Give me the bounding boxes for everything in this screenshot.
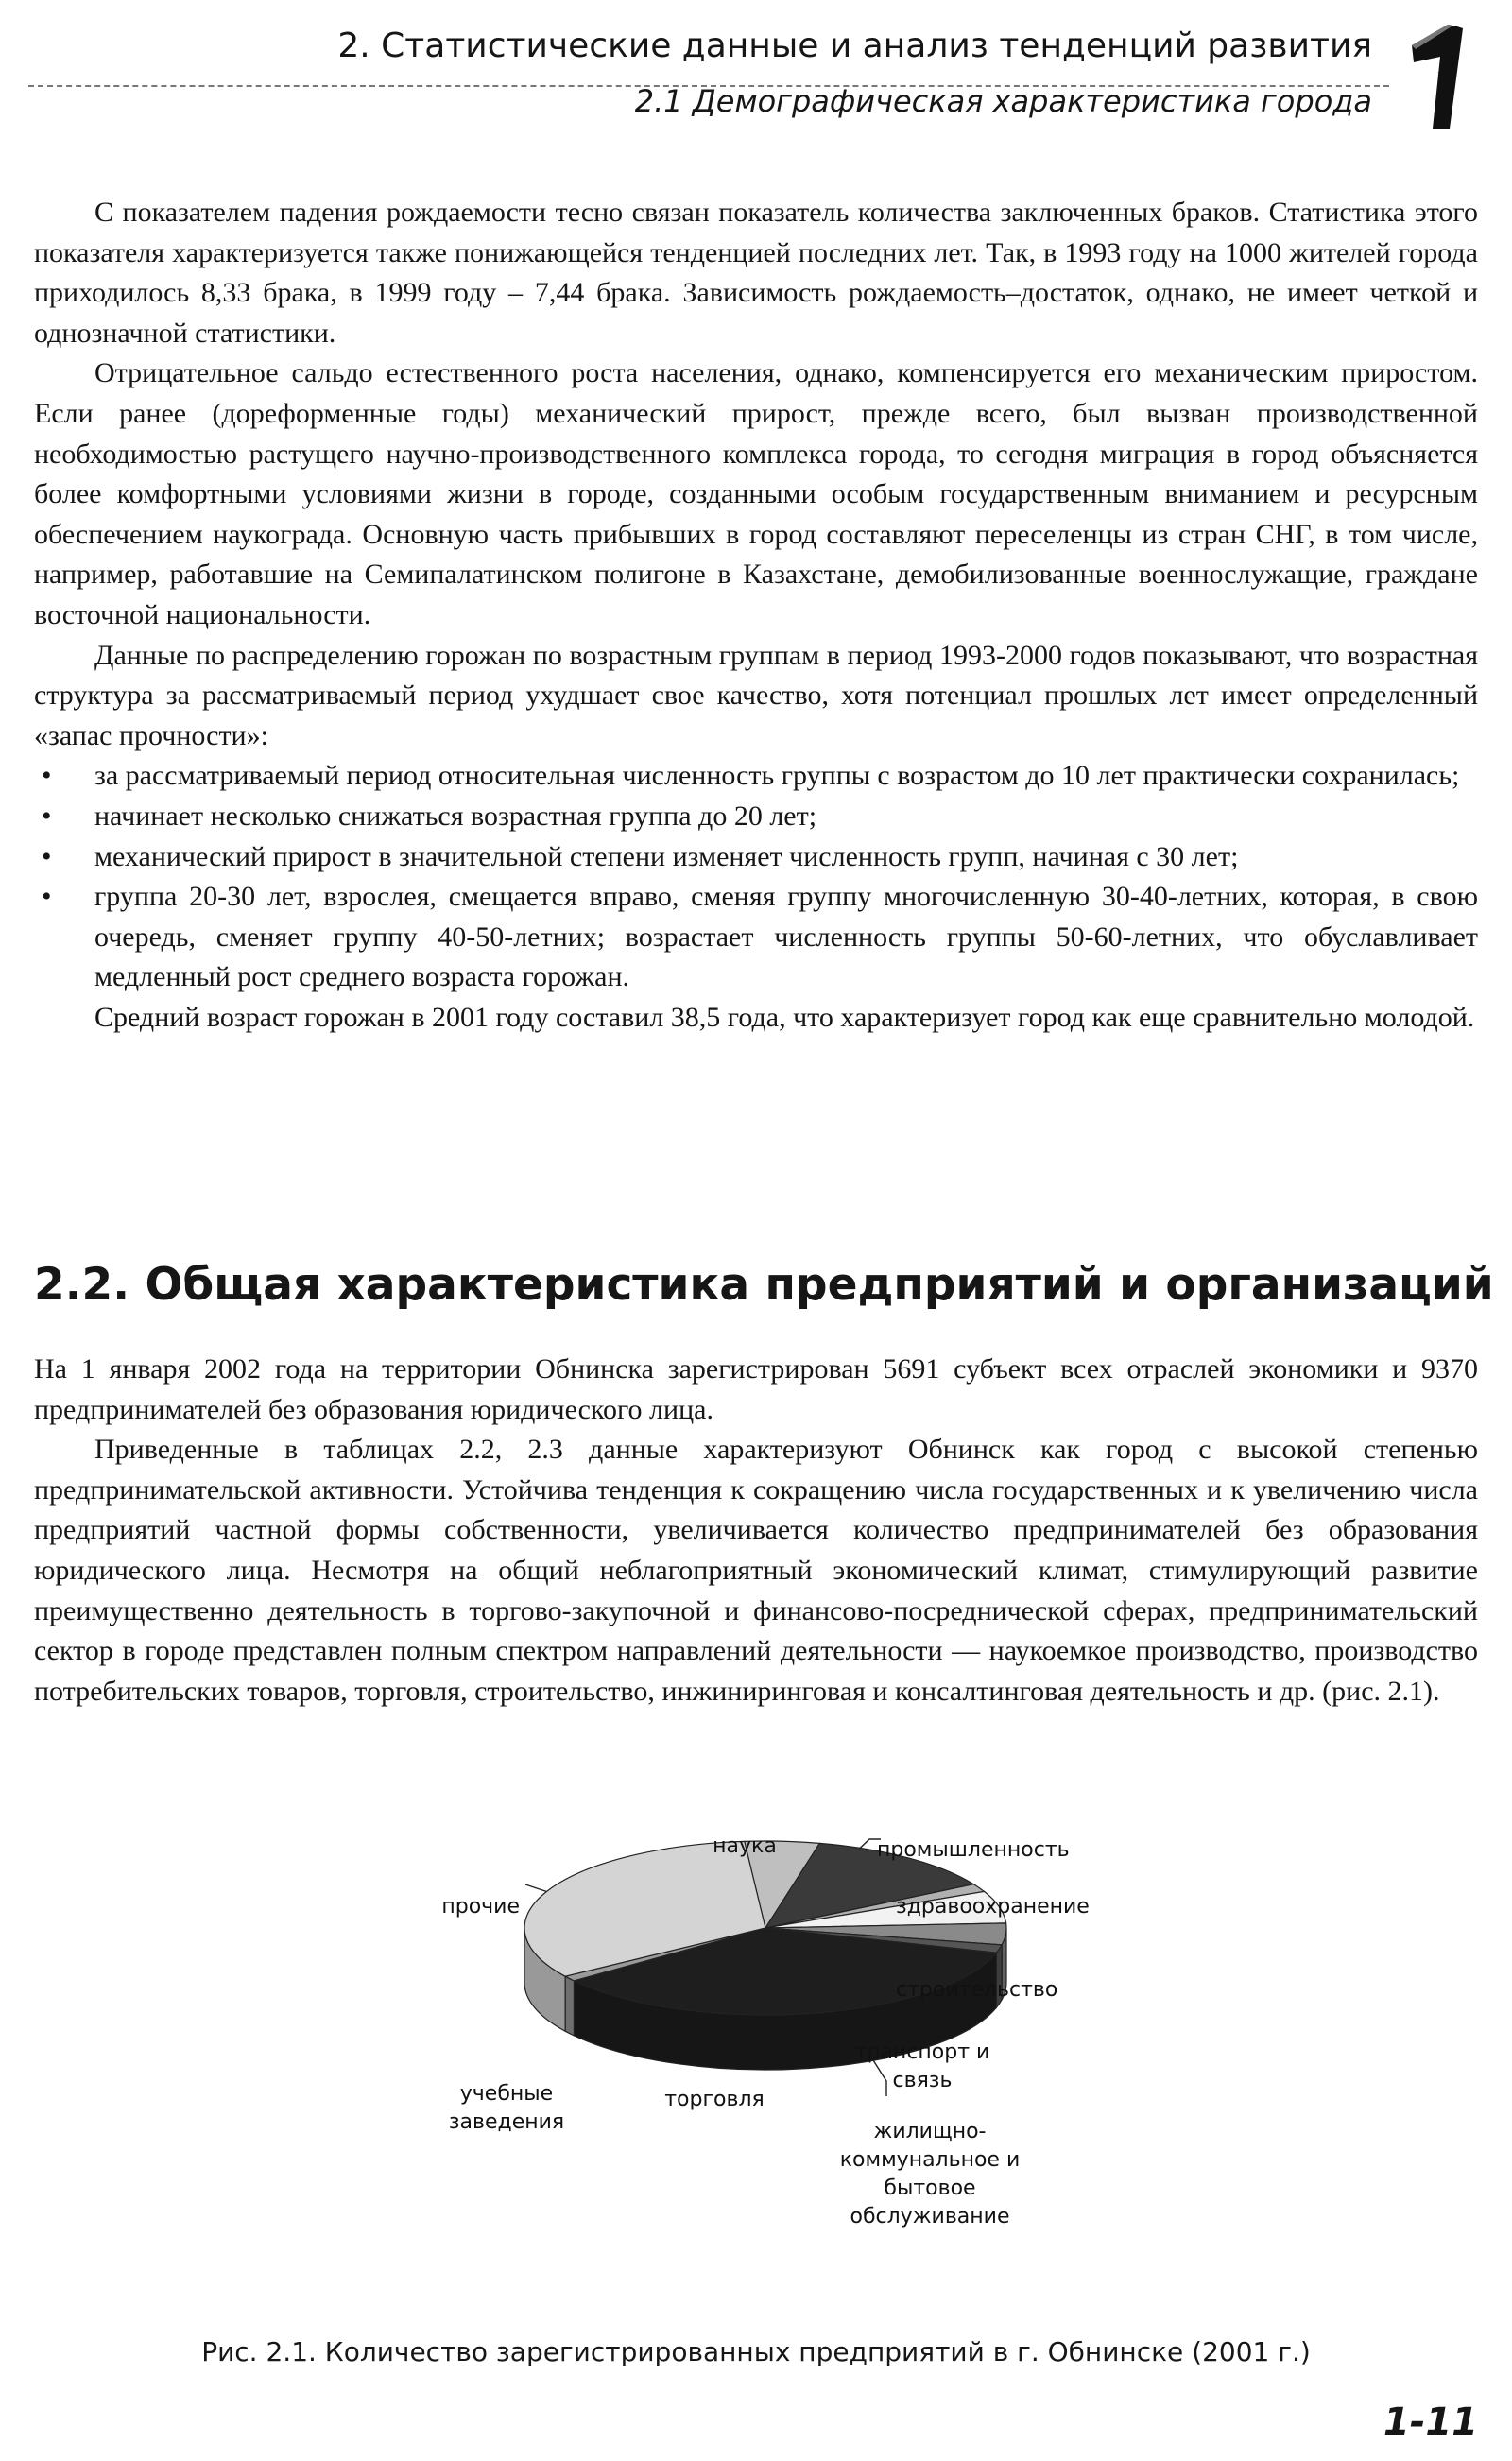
slice-label: учебные заведения [448,2082,565,2134]
slice-label: наука [713,1834,777,1858]
slice-label: торговля [664,2088,765,2111]
paragraph: С показателем падения рождаемости тесно связан показатель количества заключенных браков. Статистика этого показателя характеризуется также понижающейся тенденцией последних лет. Так, в 1993 году на 1000 жителей города приходилось 8,33 брака, в 1999 году – 7,44 брака. Зависимость рождаемость–достаток, однако, не имеет четкой и однозначной статистики. [34,197,1478,349]
pie-chart [340,1833,1228,2325]
section-title: 2.1 Демографическая характеристика города [634,83,1372,119]
paragraph: На 1 января 2002 года на территории Обнинска зарегистрирован 5691 субъект всех отраслей экономики и 9370 предпринимателей без образования юридического лица. [34,1353,1478,1425]
slice-label: промышленность [877,1838,1070,1862]
chapter-number-text: 1 [1437,72,1440,77]
chapter-title: 2. Статистические данные и анализ тенденций развития [337,26,1372,65]
list-item: • механический прирост в значительной степени изменяет численность групп, начиная с 30 лет; [34,837,1478,878]
slice-label: транспорт и связь [854,2040,990,2092]
section-2-1-body [34,193,1478,1038]
chapter-number-glyph [1404,19,1470,130]
slice-label: строительство [896,1978,1058,2002]
paragraph: Данные по распределению горожан по возрастным группам в период 1993-2000 годов показывают, что возрастная структура за рассматриваемый период ухудшает свое качество, хотя потенциал прошлых лет имеет определенный «запас прочности»: [34,639,1478,751]
slice-label: прочие [441,1895,520,1919]
running-header [28,26,1484,130]
slice-label: жилищно-коммунальное и бытовое обслуживание [839,2120,1021,2229]
pie-chart-svg [340,1833,1228,2325]
section-heading: 2.2. Общая характеристика предприятий и организаций [34,1259,1494,1311]
paragraph: Отрицательное сальдо естественного роста населения, однако, компенсируется его механическим приростом. Если ранее (дореформенные годы) механический прирост, прежде всего, был вызван производственной необходимостью растущего научно-производственного комплекса города, то сегодня миграция в город объясняется более комфортными условиями жизни в городе, созданными особым государственным вниманием и ресурсным обеспечением наукограда. Основную часть прибывших в город составляют переселенцы из стран СНГ, в том числе, например, работавшие на Семипалатинском полигоне в Казахстане, демобилизованные военнослужащие, граждане восточной национальности. [34,357,1478,630]
list-item: • начинает несколько снижаться возрастная группа до 20 лет; [34,797,1478,837]
list-item: • за рассматриваемый период относительная численность группы с возрастом до 10 лет практически сохранилась; [34,756,1478,797]
paragraph: Приведенные в таблицах 2.2, 2.3 данные характеризуют Обнинск как город с высокой степенью предпринимательской активности. Устойчива тенденция к сокращению числа государственных и к увеличению числа предприятий частной формы собственности, увеличивается количество предпринимателей без образования юридического лица. Несмотря на общий неблагоприятный экономический климат, стимулирующий развитие преимущественно деятельность в торгово-закупочной и финансово-посреднической сферах, предпринимательский сектор в городе представлен полным спектром направлений деятельности — наукоемкое производство, производство потребительских товаров, торговля, строительство, инжиниринговая и консалтинговая деятельность и др. (рис. 2.1). [34,1434,1478,1707]
slice-label: здравоохранение [896,1895,1090,1919]
section-2-2-body [34,1350,1478,1712]
figure-caption: Рис. 2.1. Количество зарегистрированных предприятий в г. Обнинске (2001 г.) [201,2336,1311,2367]
paragraph: Средний возраст горожан в 2001 году составил 38,5 года, что характеризует город как еще сравнительно молодой. [94,1001,1475,1033]
page-number: 1-11 [1383,2401,1478,2444]
pie-slice-side [565,1976,574,2036]
list-item: • группа 20-30 лет, взрослея, смещается вправо, сменяя группу многочисленную 30-40-летних, которая, в свою очередь, сменяет группу 40-50-летних; возрастает численность группы 50-60-летних, что обуславливает медленный рост среднего возраста горожан. [34,877,1478,998]
bullet-list [34,756,1478,998]
